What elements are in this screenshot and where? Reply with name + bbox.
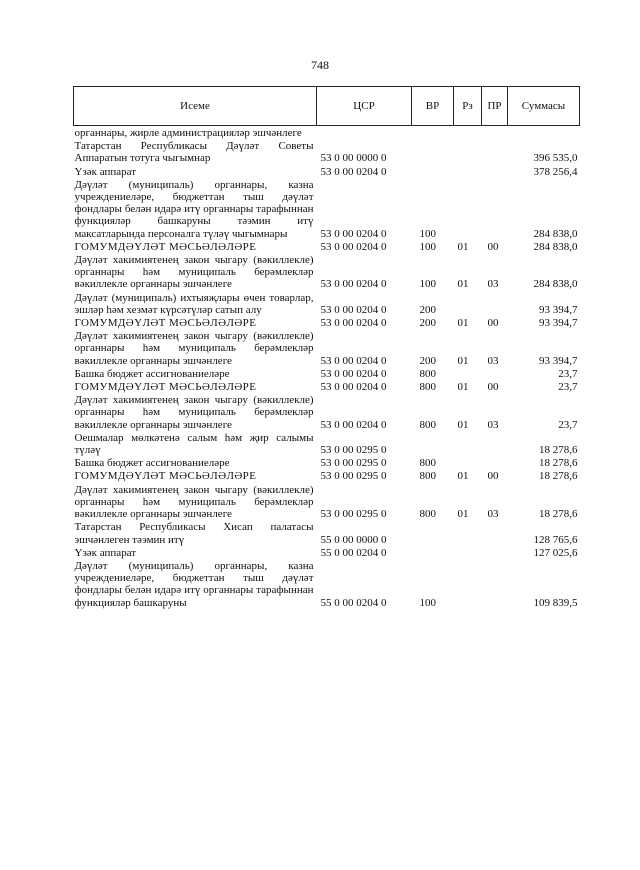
row-sum-cell: 284 838,0 bbox=[533, 227, 578, 240]
row-pr-cell bbox=[482, 431, 508, 456]
budget-table bbox=[73, 86, 580, 609]
row-csr-cell: 53 0 00 0295 0 bbox=[320, 508, 387, 521]
row-csr-cell: 53 0 00 0204 0 bbox=[320, 381, 387, 394]
row-csr-cell: 53 0 00 0204 0 bbox=[320, 240, 387, 253]
row-pr-cell: 00 bbox=[487, 470, 499, 483]
row-vr-cell: 200 bbox=[419, 317, 436, 330]
row-vr-cell: 800 bbox=[419, 418, 436, 431]
row-sum-cell: 93 394,7 bbox=[539, 317, 578, 330]
row-pr-cell bbox=[482, 165, 508, 178]
row-rz-cell bbox=[454, 520, 482, 545]
header-csr: ЦСР bbox=[317, 87, 412, 126]
row-csr-cell: 53 0 00 0295 0 bbox=[320, 444, 387, 457]
row-vr-cell: 100 bbox=[419, 278, 436, 291]
row-name-cell: Үзәк аппарат bbox=[74, 546, 137, 559]
row-sum-cell: 128 765,6 bbox=[533, 533, 578, 546]
row-pr-cell bbox=[482, 367, 508, 380]
row-csr-cell: 53 0 00 0295 0 bbox=[320, 457, 387, 470]
row-name-cell: ГОМУМДӘҮЛӘТ МӘСЬӘЛӘЛӘРЕ bbox=[74, 470, 257, 483]
header-sum: Суммасы bbox=[508, 87, 580, 126]
table-row bbox=[74, 139, 580, 164]
row-sum-cell: 18 278,6 bbox=[539, 508, 578, 521]
row-vr-cell: 200 bbox=[419, 303, 436, 316]
row-sum-cell: 93 394,7 bbox=[539, 354, 578, 367]
row-rz-cell bbox=[454, 291, 482, 316]
row-vr-cell: 800 bbox=[419, 457, 436, 470]
row-vr-cell: 100 bbox=[419, 227, 436, 240]
row-csr-cell: 53 0 00 0204 0 bbox=[320, 418, 387, 431]
row-csr-cell: 53 0 00 0204 0 bbox=[320, 317, 387, 330]
row-vr-cell bbox=[412, 520, 454, 545]
row-rz-cell bbox=[454, 367, 482, 380]
table-row bbox=[74, 178, 580, 240]
row-pr-cell: 00 bbox=[487, 240, 499, 253]
row-csr-cell: 53 0 00 0204 0 bbox=[320, 165, 387, 178]
row-csr-cell: 53 0 00 0204 0 bbox=[320, 367, 387, 380]
table-row bbox=[74, 483, 580, 521]
row-pr-cell bbox=[482, 456, 508, 469]
row-vr-cell bbox=[412, 546, 454, 559]
row-csr-cell: 53 0 00 0295 0 bbox=[320, 470, 387, 483]
table-row bbox=[74, 456, 580, 469]
row-pr-cell bbox=[482, 139, 508, 164]
row-csr-cell bbox=[317, 126, 412, 140]
table-row bbox=[74, 559, 580, 609]
row-sum-cell: 18 278,6 bbox=[539, 457, 578, 470]
row-name-cell: Үзәк аппарат bbox=[74, 165, 137, 178]
row-pr-cell: 00 bbox=[487, 381, 499, 394]
row-name-cell: Дәүләт хакимиятенең закон чыгару (вәкиллекле) органнары һәм муниципаль берәмлекләр вәкиллекле органнары эшчәнлеге bbox=[74, 394, 314, 431]
row-pr-cell: 00 bbox=[487, 317, 499, 330]
row-csr-cell: 53 0 00 0204 0 bbox=[320, 303, 387, 316]
row-name-cell: Оешмалар мөлкәтенә салым һәм җир салымы түләү bbox=[74, 431, 314, 457]
row-rz-cell bbox=[454, 178, 482, 240]
row-name-cell: Дәүләт хакимиятенең закон чыгару (вәкиллекле) органнары һәм муниципаль берәмлекләр вәкиллекле органнары эшчәнлеге bbox=[74, 330, 314, 367]
row-csr-cell: 55 0 00 0000 0 bbox=[320, 533, 387, 546]
table-row bbox=[74, 240, 580, 253]
row-vr-cell: 800 bbox=[419, 381, 436, 394]
row-rz-cell bbox=[454, 456, 482, 469]
row-sum-cell: 23,7 bbox=[558, 367, 578, 380]
table-header-row bbox=[74, 87, 580, 126]
row-name-cell: Татарстан Республикасы Хисап палатасы эшчәнлеген тәэмин итү bbox=[74, 521, 314, 546]
row-sum-cell: 127 025,6 bbox=[533, 546, 578, 559]
table-row bbox=[74, 431, 580, 456]
table-row bbox=[74, 380, 580, 393]
row-rz-cell bbox=[454, 431, 482, 456]
row-sum-cell bbox=[508, 126, 580, 140]
row-pr-cell bbox=[482, 291, 508, 316]
row-name-cell: Татарстан Республикасы Дәүләт Советы Аппаратын тотуга чыгымнар bbox=[74, 140, 314, 165]
header-rz: Рз bbox=[454, 87, 482, 126]
row-rz-cell bbox=[454, 126, 482, 140]
row-sum-cell: 18 278,6 bbox=[539, 444, 578, 457]
header-pr: ПР bbox=[482, 87, 508, 126]
row-pr-cell bbox=[482, 546, 508, 559]
row-csr-cell: 53 0 00 0204 0 bbox=[320, 354, 387, 367]
row-pr-cell bbox=[482, 520, 508, 545]
table-row bbox=[74, 253, 580, 291]
row-csr-cell: 55 0 00 0204 0 bbox=[320, 596, 387, 609]
row-rz-cell bbox=[454, 165, 482, 178]
row-pr-cell bbox=[482, 178, 508, 240]
row-vr-cell: 100 bbox=[419, 596, 436, 609]
row-vr-cell: 800 bbox=[419, 367, 436, 380]
table-row bbox=[74, 316, 580, 329]
row-vr-cell: 800 bbox=[419, 470, 436, 483]
row-rz-cell: 01 bbox=[457, 354, 469, 367]
row-vr-cell bbox=[412, 165, 454, 178]
row-rz-cell bbox=[454, 559, 482, 609]
row-name-cell: Дәүләт (муниципаль) органнары, казна учреждениеләре, бюджеттан тыш дәүләт фондлары белән идарә итү органнары тарафыннан функцияләр башкаруны тәэмин итү максатларында персоналга түләү чыгымнары bbox=[74, 178, 314, 240]
row-sum-cell: 396 535,0 bbox=[533, 152, 578, 165]
row-vr-cell bbox=[412, 431, 454, 456]
row-pr-cell bbox=[482, 559, 508, 609]
table-body bbox=[74, 126, 580, 609]
header-name: Исеме bbox=[74, 87, 317, 126]
row-name-cell: ГОМУМДӘҮЛӘТ МӘСЬӘЛӘЛӘРЕ bbox=[74, 381, 257, 394]
row-vr-cell: 100 bbox=[419, 240, 436, 253]
row-vr-cell bbox=[412, 126, 454, 140]
table-row bbox=[74, 469, 580, 482]
row-sum-cell: 18 278,6 bbox=[539, 470, 578, 483]
row-name-cell: Дәүләт хакимиятенең закон чыгару (вәкиллекле) органнары һәм муниципаль берәмлекләр вәкиллекле органнары эшчәнлеге bbox=[74, 254, 314, 291]
table-row bbox=[74, 367, 580, 380]
row-name-cell: Дәүләт хакимиятенең закон чыгару (вәкиллекле) органнары һәм муниципаль берәмлекләр вәкиллекле органнары эшчәнлеге bbox=[74, 483, 314, 521]
row-csr-cell: 53 0 00 0000 0 bbox=[320, 152, 387, 165]
header-vr: ВР bbox=[412, 87, 454, 126]
row-rz-cell: 01 bbox=[457, 240, 469, 253]
row-rz-cell bbox=[454, 139, 482, 164]
row-rz-cell: 01 bbox=[457, 317, 469, 330]
row-rz-cell: 01 bbox=[457, 418, 469, 431]
row-name-cell: Башка бюджет ассигнованиеләре bbox=[74, 367, 230, 380]
row-pr-cell bbox=[482, 126, 508, 140]
table-row bbox=[74, 126, 580, 140]
row-sum-cell: 284 838,0 bbox=[533, 240, 578, 253]
table-row bbox=[74, 329, 580, 367]
row-rz-cell: 01 bbox=[457, 470, 469, 483]
row-csr-cell: 53 0 00 0204 0 bbox=[320, 278, 387, 291]
row-rz-cell bbox=[454, 546, 482, 559]
row-sum-cell: 23,7 bbox=[558, 418, 578, 431]
row-sum-cell: 284 838,0 bbox=[533, 278, 578, 291]
row-sum-cell: 93 394,7 bbox=[539, 303, 578, 316]
page-number: 748 bbox=[311, 58, 329, 72]
table-row bbox=[74, 165, 580, 178]
row-vr-cell bbox=[412, 139, 454, 164]
row-rz-cell: 01 bbox=[457, 381, 469, 394]
row-rz-cell: 01 bbox=[457, 278, 469, 291]
row-sum-cell: 378 256,4 bbox=[533, 165, 578, 178]
row-csr-cell: 55 0 00 0204 0 bbox=[320, 546, 387, 559]
row-name-cell: органнары, жирле администрацияләр эшчәнлеге bbox=[74, 127, 302, 139]
row-rz-cell: 01 bbox=[457, 508, 469, 521]
row-name-cell: Дәүләт (муниципаль) ихтыяҗлары өчен товарлар, эшләр һәм хезмәт күрсәтүләр сатып алу bbox=[74, 291, 314, 316]
row-pr-cell: 03 bbox=[487, 508, 499, 521]
row-csr-cell: 53 0 00 0204 0 bbox=[320, 227, 387, 240]
row-sum-cell: 23,7 bbox=[558, 381, 578, 394]
row-name-cell: ГОМУМДӘҮЛӘТ МӘСЬӘЛӘЛӘРЕ bbox=[74, 240, 257, 253]
row-pr-cell: 03 bbox=[487, 278, 499, 291]
row-name-cell: Башка бюджет ассигнованиеләре bbox=[74, 457, 230, 470]
table-row bbox=[74, 520, 580, 545]
table-row bbox=[74, 393, 580, 431]
row-pr-cell: 03 bbox=[487, 354, 499, 367]
row-vr-cell: 800 bbox=[419, 508, 436, 521]
row-pr-cell: 03 bbox=[487, 418, 499, 431]
table-row bbox=[74, 546, 580, 559]
table-row bbox=[74, 291, 580, 316]
row-sum-cell: 109 839,5 bbox=[533, 596, 578, 609]
row-name-cell: ГОМУМДӘҮЛӘТ МӘСЬӘЛӘЛӘРЕ bbox=[74, 317, 257, 330]
row-name-cell: Дәүләт (муниципаль) органнары, казна учреждениеләре, бюджеттан тыш дәүләт фондлары белән идарә итү органнары тарафыннан функцияләр башкаруны bbox=[74, 559, 314, 609]
row-vr-cell: 200 bbox=[419, 354, 436, 367]
